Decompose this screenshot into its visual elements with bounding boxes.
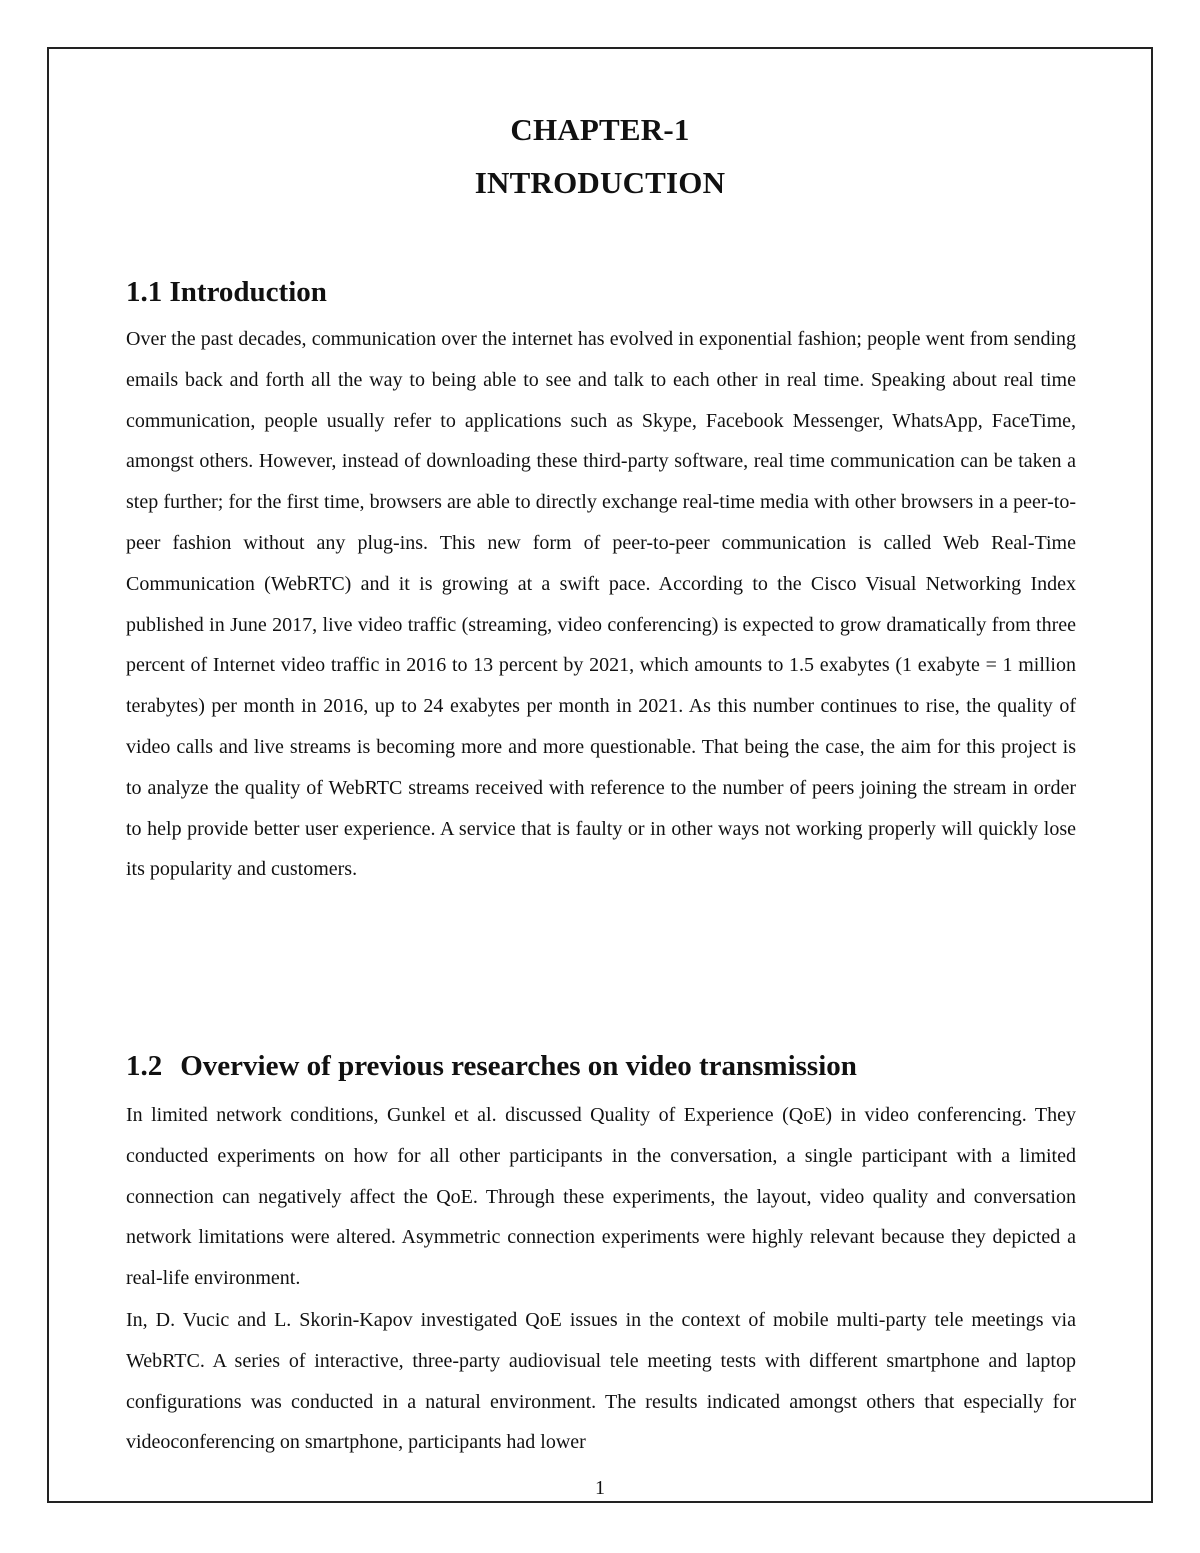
chapter-title: INTRODUCTION xyxy=(474,165,726,200)
section-number: 1.2 xyxy=(126,1050,163,1082)
section-heading-1-1 xyxy=(126,276,327,309)
section-title: Overview of previous researches on video transmission xyxy=(180,1050,857,1082)
page-number: 1 xyxy=(595,1477,605,1499)
section-heading-1-2 xyxy=(126,1050,857,1083)
body-paragraph: In, D. Vucic and L. Skorin-Kapov investigated QoE issues in the context of mobile multi-party tele meetings via WebRTC. A series of interactive, three-party audiovisual tele meeting tests with different smartphone and laptop configurations was conducted in a natural environment. The results indicated amongst others that especially for videoconferencing on smartphone, participants had lower xyxy=(126,1309,1076,1454)
body-paragraph: In limited network conditions, Gunkel et al. discussed Quality of Experience (QoE) in video conferencing. They conducted experiments on how for all other participants in the conversation, a single participant with a limited connection can negatively affect the QoE. Through these experiments, the layout, video quality and conversation network limitations were altered. Asymmetric connection experiments were highly relevant because they depicted a real-life environment. xyxy=(126,1104,1076,1290)
chapter-number: CHAPTER-1 xyxy=(510,112,690,147)
section-number: 1.1 xyxy=(126,276,163,308)
section-title: Introduction xyxy=(169,276,327,308)
body-paragraph: Over the past decades, communication over the internet has evolved in exponential fashion; people went from sending emails back and forth all the way to being able to see and talk to each other in real time. Speaking about real time communication, people usually refer to applications such as Skype, Facebook Messenger, WhatsApp, FaceTime, amongst others. However, instead of downloading these third-party software, real time communication can be taken a step further; for the first time, browsers are able to directly exchange real-time media with other browsers in a peer-to-peer fashion without any plug-ins. This new form of peer-to-peer communication is called Web Real-Time Communication (WebRTC) and it is growing at a swift pace. According to the Cisco Visual Networking Index published in June 2017, live video traffic (streaming, video conferencing) is expected to grow dramatically from three percent of Internet video traffic in 2016 to 13 percent by 2021, which amounts to 1.5 exabytes (1 exabyte = 1 million terabytes) per month in 2016, up to 24 exabytes per month in 2021. As this number continues to rise, the quality of video calls and live streams is becoming more and more questionable. That being the case, the aim for this project is to analyze the quality of WebRTC streams received with reference to the number of peers joining the stream in order to help provide better user experience. A service that is faulty or in other ways not working properly will quickly lose its popularity and customers. xyxy=(126,328,1076,881)
